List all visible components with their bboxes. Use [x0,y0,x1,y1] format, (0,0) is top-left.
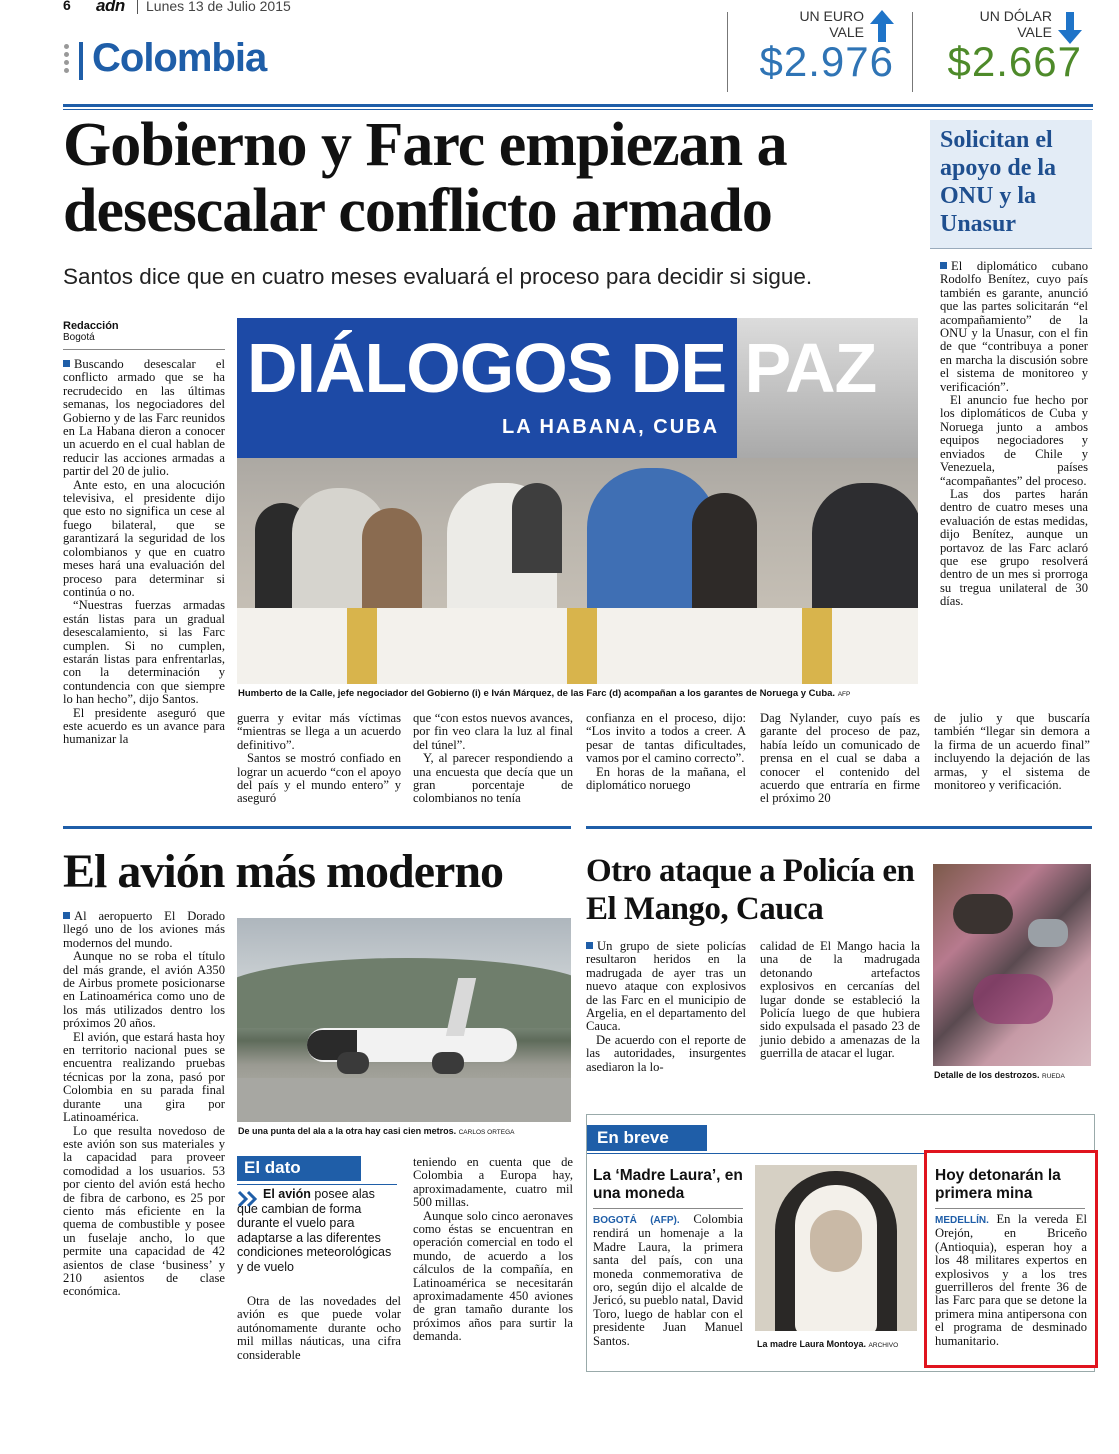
airplane-engine [337,1052,369,1074]
main-col-6 [934,712,1090,792]
main-col-4 [586,712,746,792]
banner-text: DIÁLOGOS DE PAZ [247,329,877,407]
main-col3-p1: que “con estos nuevos avances, por fin veo clara la luz al final del túnel”. [413,711,573,752]
airplane-photo [237,918,571,1122]
section-rule-left [63,826,571,829]
currency-divider-1 [727,12,728,92]
debris [973,974,1053,1024]
dollar-label-vale: VALE [1017,24,1052,40]
plane-headline: El avión más moderno [63,845,504,898]
tarmac [237,1078,571,1122]
laura-dateline: BOGOTÁ (AFP). [593,1215,680,1226]
mine-body [935,1213,1087,1348]
main-col5-p1: Dag Nylander, cuyo país es garante del proceso de paz, había leído un comunicado de prensa en el cual se daba a conocer el contenido del acuerdo que entraría en firme el próximo 20 [760,711,920,806]
mine-headline: Hoy detonarán la primera mina [935,1167,1061,1202]
police-headline: Otro ataque a Policía en El Mango, Cauca [586,853,915,927]
laura-photo-credit: ARCHIVO [868,1342,899,1349]
main-col2-p1: guerra y evitar más víctimas “mientras se llega a un acuerdo definitivo”. [237,711,401,752]
plane-col1-p3: El avión, que estará hasta hoy en territorio nacional pues se encuentra realizando pruebas técnicas por la zona, pasó por Colombia en su parada final durante una gira por Latinoamérica. [63,1029,225,1125]
sidebar-p3: Las dos partes harán dentro de cuatro meses una evaluación de estas medidas, dijo Benítez, aunque un portavoz de las Farc aclaró que ese grupo resolverá dentro de un mes si prorroga su tregua unilateral de 30 días. [940,486,1088,609]
main-photo-caption-text: Humberto de la Calle, jefe negociador del Gobierno (i) e Iván Márquez, de las Farc (d) acompañan a los garantes de Noruega y Cuba. [238,688,836,699]
mine-dateline: MEDELLÍN. [935,1215,989,1226]
peace-talks-photo [237,318,918,684]
brief-tag-text: En breve [597,1128,669,1147]
police-photo-caption [934,1070,1094,1080]
dollar-rate [920,8,1086,93]
sidebar-body [940,260,1088,609]
police-col2-p1: calidad de El Mango hacia la una de la madrugada detonando artefactos explosivos en cercanías del lugar donde se estableció la Policía luego de que hubiera sido expulsada el pasado 23 de junio debido a amenazas de la guerrilla de atacar el lugar. [760,939,920,1061]
sidebar-headline: Solicitan el apoyo de la ONU y la Unasur [940,127,1057,237]
mine-highlight-box [924,1150,1098,1368]
dato-text [237,1187,397,1274]
main-col-1 [63,358,225,747]
sidebar-box [930,120,1092,700]
laura-text: Colombia rendirá un homenaje a la Madre Laura, la primera santa del país, con una moneda conmemorativa de oro, según dijo el alcalde de Jericó, su pueblo natal, David Toro, luego de hablar con el presidente Juan Manuel Santos. [593,1212,743,1348]
main-col4-p2: En horas de la mañana, el diplomático noruego [586,764,746,793]
issue-date: Lunes 13 de Julio 2015 [146,0,291,14]
table-ribbon [567,608,597,684]
police-col-2 [760,940,920,1061]
main-col6-p1: de julio y que buscaría también “llegar sin demora a la firma de un acuerdo final” incluyendo la dejación de las armas, y el sistema de monitoreo y verificación. [934,711,1090,793]
police-col1-p2: De acuerdo con el reporte de las autoridades, insurgentes asediaron la lo- [586,1032,746,1074]
header-divider [137,0,138,14]
header-rule-thin [63,109,1093,110]
main-col3-p2: Y, al parecer respondiendo a una encuesta que decía que un gran porcentaje de colombianos no tenía [413,751,573,806]
header-rule [63,104,1093,107]
plane-col2-p1: Otra de las novedades del avión es que puede volar autónomamente durante ocho mil millas náuticas, una cifra considerable [237,1294,401,1362]
sidebar-p2: El anuncio fue hecho por los diplomáticos de Cuba y Noruega junto a ambos equipos negociadores y enviados de Chile y Venezuela, países “acompañantes” del proceso. [940,393,1088,488]
plane-photo-caption-text: De una punta del ala a la otra hay casi cien metros. [238,1126,457,1136]
byline-city: Bogotá [63,332,95,343]
main-col-2 [237,712,401,806]
section-title: Colombia [92,36,267,80]
currency-divider-2 [912,12,913,92]
dato-body: posee alas que cambian de forma durante el vuelo para adaptarse a las diferentes condiciones meteorológicas y de vuelo [237,1187,392,1274]
dato-box [237,1156,401,1286]
debris [1028,919,1068,947]
person-figure [692,493,757,613]
main-subhead: Santos dice que en cuatro meses evaluará el proceso para decidir si sigue. [63,264,813,289]
police-photo-caption-text: Detalle de los destrozos. [934,1070,1040,1080]
main-col-3 [413,712,573,806]
madre-laura-photo [755,1165,917,1331]
laura-body [593,1213,743,1348]
bullet-icon [586,942,593,949]
face [810,1210,862,1272]
laura-photo-caption-text: La madre Laura Montoya. [757,1339,867,1349]
brief-tag-rule [587,1153,929,1154]
dato-underline [237,1184,397,1185]
dato-title: El dato [244,1158,301,1177]
dollar-label: UN DÓLAR [979,8,1052,24]
dato-tag-rule [359,1156,361,1181]
main-col-5 [760,712,920,806]
euro-value: $2.976 [759,38,894,85]
section-dots-icon [64,44,70,73]
main-photo-caption [238,688,928,699]
main-col1-p3: “Nuestras fuerzas armadas están listas para un gradual desescalamiento, si las Farc cumplen. Si no cumplen, estarán listas para enfrentarlas, con la determinación y contundencia con que siempre lo han hecho”, dijo Santos. [63,598,225,707]
euro-rate [738,8,898,93]
bullet-icon [940,262,947,269]
section-bar [79,42,83,80]
page-number: 6 [63,0,71,13]
main-photo-credit: AFP [837,691,851,698]
section-rule-right [586,826,1092,829]
page-header [0,0,1119,110]
person-figure [362,508,422,618]
euro-label-vale: VALE [829,24,864,40]
euro-label: UN EURO [799,8,864,24]
banner-subtext: LA HABANA, CUBA [502,416,720,438]
plane-col-2 [237,1295,401,1362]
mine-text: En la vereda El Orejón, en Briceño (Antioquia), esperan hoy a los 48 militares expertos en explosivos y a los tres guerrilleros del frente 36 de las Farc para que se detone la primera mina antipersona con el programa de desminado humanitario. [935,1212,1087,1348]
plane-col1-p2: Aunque no se roba el título del más grande, el avión A350 de Airbus promete posicionarse en Latinoamérica como uno de los más utilizados dentro los próximos 20 años. [63,949,225,1031]
byline [63,320,119,343]
table-ribbon [802,608,832,684]
main-col1-p1: Buscando desescalar el conflicto armado que se ha recrudecido en las últimas semanas, los negociadores del Gobierno y de las Farc reunidos en La Habana dieron a conocer un acuerdo en el cual hablan de reducir las acciones armadas a partir del 20 de julio. [63,357,225,479]
dollar-value: $2.667 [947,38,1082,85]
police-photo-credit: RUEDA [1042,1073,1065,1080]
plane-col3-p1: teniendo en cuenta que de Colombia a Europa hay, aproximadamente, cuatro mil 500 millas. [413,1155,573,1210]
sidebar-rule [930,248,1092,249]
table-ribbon [347,608,377,684]
byline-name: Redacción [63,320,119,332]
mine-rule [935,1208,1085,1209]
main-col1-p4: El presidente aseguró que este acuerdo es un avance para humanizar la [63,705,225,747]
adn-logo: adn [96,0,125,15]
sidebar-p1: El diplomático cubano Rodolfo Benítez, cuyo país también es garante, anunció que las partes solicitarán “el acompañamiento” de la ONU y la Unasur, con el fin de que “contribuya a poner en marcha la discusión sobre el sistema de monitoreo y verificación”. [940,259,1088,394]
main-headline: Gobierno y Farc empiezan a desescalar conflicto armado [63,111,787,245]
plane-photo-credit: CARLOS ORTEGA [458,1129,515,1136]
person-figure [512,483,562,573]
mountain [237,958,571,1028]
plane-col1-p4: Lo que resulta novedoso de este avión son sus materiales y la capacidad para proveer comodidad a los usuarios. 53 por ciento del avión está hecho de fibra de carbono, es 25 por ciento más eficiente en la quema de combustible y posee un fuselaje ancho, lo que permite una capacidad de 42 asientos de clase ‘business’ y 210 asientos de clase económica. [63,1123,225,1299]
debris [953,894,1013,934]
byline-rule [63,349,225,350]
main-col4-p1: confianza en el proceso, dijo: “Los invito a todos a creer. A pesar de tantas dificultades, vamos por el camino correcto”. [586,711,746,766]
police-col1-p1: Un grupo de siete policías resultaron heridos en la madrugada de ayer tras un nuevo ataque con explosivos de las Farc en el municipio de Argelia, en el departamento del Cauca. [586,939,746,1034]
police-col-1 [586,940,746,1074]
plane-col1-p1: Al aeropuerto El Dorado llegó uno de los aviones más modernos del mundo. [63,909,225,950]
destruction-photo [933,864,1091,1066]
main-col1-p2: Ante esto, en una alocución televisiva, el presidente dijo que esto no significa un cese al fuego bilateral, que se garantizará la seguridad de los colombianos y que en cuatro meses hará una evaluación del proceso para determinar si continúa o no. [63,477,225,599]
laura-headline: La ‘Madre Laura’, en una moneda [593,1167,743,1202]
plane-col-3 [413,1156,573,1344]
airplane-engine [432,1052,464,1074]
bullet-icon [63,360,70,367]
plane-col3-p2: Aunque solo cinco aeronaves como éstas se encuentran en operación comercial en todo el mundo, de acuerdo a los cálculos de la compañía, en Latinoamérica se necesitarán aproximadamente 450 aviones de gran tamaño durante los próximos años para surtir la demanda. [413,1208,573,1344]
dato-bold: El avión [263,1187,311,1201]
plane-photo-caption [238,1126,574,1136]
bullet-icon [63,912,70,919]
plane-col-1 [63,910,225,1299]
laura-rule [593,1208,743,1209]
laura-photo-caption [757,1339,927,1349]
main-col2-p2: Santos se mostró confiado en lograr un acuerdo “con el apoyo del país y el mundo entero” y aseguró [237,751,401,806]
